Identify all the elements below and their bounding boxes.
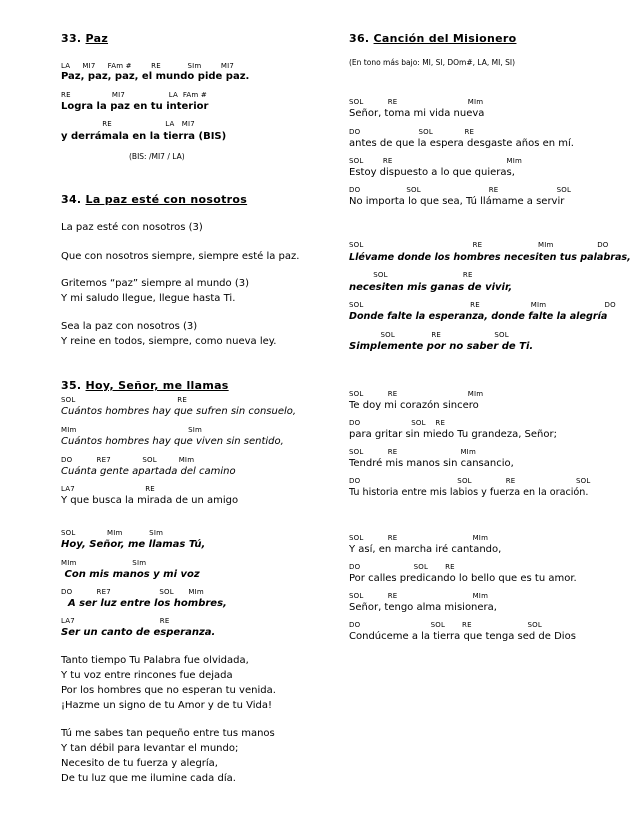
lyric-line: Ser un canto de esperanza. xyxy=(61,627,216,638)
song-34-title: La paz esté con nosotros xyxy=(85,193,248,206)
chord-line: DO SOL RE xyxy=(349,128,475,136)
left-column xyxy=(61,0,331,826)
lyric-line: Gritemos “paz” siempre al mundo (3) xyxy=(61,278,249,289)
lyric-line: Y mi saludo llegue, llegue hasta Ti. xyxy=(61,293,236,304)
lyric-line: De tu luz que me ilumine cada día. xyxy=(61,773,236,784)
lyric-line: Con mis manos y mi voz xyxy=(61,569,200,580)
song-33-heading xyxy=(61,33,108,44)
chord-line: DO RE7 SOL MIm xyxy=(61,456,195,464)
song-34-heading xyxy=(61,194,247,205)
chord-line: RE MI7 LA FAm # xyxy=(61,91,207,99)
lyric-line: Y que busca la mirada de un amigo xyxy=(61,495,239,506)
bis-note: (BIS: /MI7 / LA) xyxy=(129,152,185,161)
lyric-line: Señor, toma mi vida nueva xyxy=(349,108,485,119)
lyric-line: Te doy mi corazón sincero xyxy=(349,400,479,411)
lyric-line: Tanto tiempo Tu Palabra fue olvidada, xyxy=(61,655,249,666)
lyric-line: Y reine en todos, siempre, como nueva ley. xyxy=(61,336,277,347)
chord-line: SOL RE MIm xyxy=(349,157,523,165)
lyric-line: Cuántos hombres hay que sufren sin consuelo, xyxy=(61,406,297,417)
lyric-line: Hoy, Señor, me llamas Tú, xyxy=(61,539,206,550)
chord-line: DO SOL RE SOL xyxy=(349,186,572,194)
lyric-line: Condúceme a la tierra que tenga sed de Dios xyxy=(349,631,576,642)
lyric-line: Cuánta gente apartada del camino xyxy=(61,466,236,477)
chord-line: SOL RE MIm DO xyxy=(349,241,609,249)
song-35-title: Hoy, Señor, me llamas xyxy=(85,379,229,392)
lyric-line: Señor, tengo alma misionera, xyxy=(349,602,497,613)
song-36-subtitle: (En tono más bajo: MI, SI, DOm#, LA, MI, SI) xyxy=(349,58,516,67)
chord-line: LA7 RE xyxy=(61,485,155,493)
lyric-line: Donde falte la esperanza, donde falte la alegría xyxy=(349,311,608,322)
chord-line: DO SOL RE SOL xyxy=(349,477,591,485)
chord-line: SOL RE xyxy=(61,396,187,404)
lyric-line: Por calles predicando lo bello que es tu amor. xyxy=(349,573,577,584)
chord-line: RE LA MI7 xyxy=(61,120,195,128)
chord-line: SOL RE MIm xyxy=(349,448,476,456)
lyric-line: y derrámala en la tierra (BIS) xyxy=(61,131,227,142)
chord-line: LA7 RE xyxy=(61,617,170,625)
lyric-line: Y tan débil para levantar el mundo; xyxy=(61,743,239,754)
lyric-line: Tú me sabes tan pequeño entre tus manos xyxy=(61,728,275,739)
chord-line: MIm SIm xyxy=(61,426,203,434)
song-35-number: 35. xyxy=(61,379,82,392)
chord-line: SOL RE xyxy=(349,271,473,279)
lyric-line: Y así, en marcha iré cantando, xyxy=(349,544,502,555)
chord-line: LA MI7 FAm # RE SIm MI7 xyxy=(61,62,234,70)
chord-line: DO SOL RE xyxy=(349,419,446,427)
lyric-line: La paz esté con nosotros (3) xyxy=(61,222,203,233)
chord-line: DO SOL RE SOL xyxy=(349,621,542,629)
lyric-line: Cuántos hombres hay que viven sin sentido, xyxy=(61,436,284,447)
chord-line: DO RE7 SOL MIm xyxy=(61,588,204,596)
lyric-line: ¡Hazme un signo de tu Amor y de tu Vida! xyxy=(61,700,273,711)
song-36-number: 36. xyxy=(349,32,370,45)
lyric-line: Simplemente por no saber de Ti. xyxy=(349,341,534,352)
chord-line: MIm SIm xyxy=(61,559,147,567)
lyric-line: Llévame donde los hombres necesiten tus palabras, xyxy=(349,252,631,263)
chord-line: SOL RE MIm xyxy=(349,534,489,542)
lyric-line: Que con nosotros siempre, siempre esté la paz. xyxy=(61,251,300,262)
lyric-line: antes de que la espera desgaste años en mí. xyxy=(349,138,574,149)
lyric-line: necesiten mis ganas de vivir, xyxy=(349,282,513,293)
lyric-line: Necesito de tu fuerza y alegría, xyxy=(61,758,218,769)
chord-line: SOL MIm SIm xyxy=(61,529,164,537)
song-33-title: Paz xyxy=(85,32,109,45)
lyric-line: para gritar sin miedo Tu grandeza, Señor; xyxy=(349,429,557,440)
lyric-line: Estoy dispuesto a lo que quieras, xyxy=(349,167,515,178)
lyric-line: Por los hombres que no esperan tu venida. xyxy=(61,685,276,696)
song-33-number: 33. xyxy=(61,32,82,45)
chord-line: SOL RE SOL xyxy=(349,331,509,339)
song-36-title: Canción del Misionero xyxy=(373,32,517,45)
chord-line: SOL RE MIm xyxy=(349,98,484,106)
lyric-line: Y tu voz entre rincones fue dejada xyxy=(61,670,233,681)
lyric-line: A ser luz entre los hombres, xyxy=(61,598,227,609)
lyric-line: No importa lo que sea, Tú llámame a servir xyxy=(349,196,565,207)
chord-line: SOL RE MIm xyxy=(349,390,484,398)
song-36-heading xyxy=(349,33,516,44)
lyric-line: Sea la paz con nosotros (3) xyxy=(61,321,198,332)
lyric-line: Logra la paz en tu interior xyxy=(61,101,209,112)
lyric-line: Paz, paz, paz, el mundo pide paz. xyxy=(61,71,250,82)
song-34-number: 34. xyxy=(61,193,82,206)
lyric-line: Tu historia entre mis labios y fuerza en la oración. xyxy=(349,487,589,498)
chord-line: SOL RE MIm DO xyxy=(349,301,616,309)
lyric-line: Tendré mis manos sin cansancio, xyxy=(349,458,514,469)
chord-line: DO SOL RE xyxy=(349,563,455,571)
right-column xyxy=(349,0,631,826)
song-35-heading xyxy=(61,380,229,391)
chord-line: SOL RE MIm xyxy=(349,592,489,600)
